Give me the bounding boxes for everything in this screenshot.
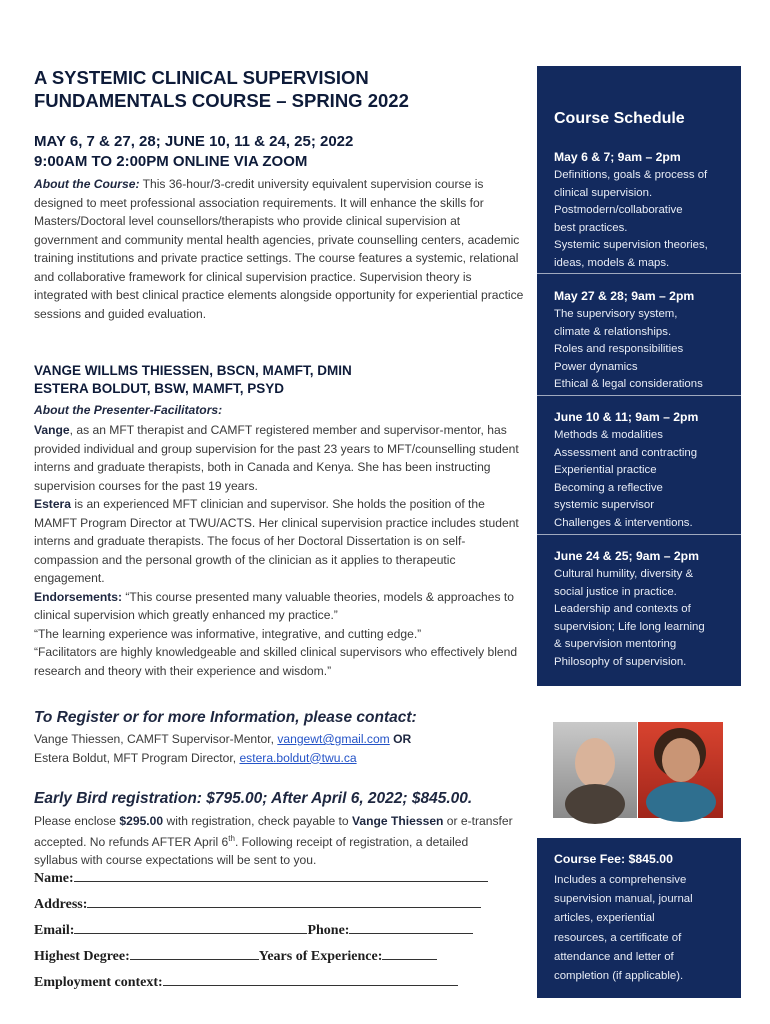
list-item: ideas, models & maps.	[554, 256, 670, 269]
fee-line: Includes a comprehensive	[554, 874, 687, 886]
list-item: Becoming a reflective	[554, 481, 663, 494]
presenter-1: VANGE WILLMS THIESSEN, BSCN, MAMFT, DMIN	[34, 363, 352, 378]
list-item: The supervisory system,	[554, 308, 678, 320]
degree-blank[interactable]	[130, 946, 259, 960]
schedule-divider	[537, 395, 741, 396]
list-item: climate & relationships.	[554, 325, 672, 338]
endorsement-3: “Facilitators are highly knowledgeable and skilled clinical supervisors who effectively blend research and theory with their experience and wisdom.”	[34, 645, 518, 678]
vange-bio: , as an MFT therapist and CAMFT registered member and supervisor-mentor, has provided individual and group supervision for the past 23 years to MFT/counselling student interns and graduate therapists, both in Canada and Kenya. She has been instructing supervision courses for the past 19 years.	[34, 423, 519, 493]
name-label: Name:	[34, 871, 74, 886]
address-blank[interactable]	[87, 894, 481, 908]
block-3-date: June 10 & 11; 9am – 2pm	[554, 410, 699, 424]
degree-experience-field[interactable]	[34, 946, 437, 965]
schedule-heading: Course Schedule	[554, 110, 685, 127]
fee-line: attendance and letter of	[554, 950, 674, 963]
schedule-divider	[537, 273, 741, 274]
list-item: best practices.	[554, 221, 628, 234]
register-heading: To Register or for more Information, please contact:	[34, 709, 417, 726]
list-item: Assessment and contracting	[554, 446, 698, 459]
list-item: systemic supervisor	[554, 499, 655, 511]
about-course-text: This 36-hour/3-credit university equivalent supervision course is designed to meet professional association requirements. It will enhance the skills for Masters/Doctoral level counsellors/therapists who provide clinical supervision at government and community mental health agencies, private counselling centers, academic training institutions and private practice settings. The course features a systemic, relational and collaborative framework for clinical supervision practice. Supervision theory is integrated with best clinical practice elements alongside opportunity for experiential practice sessions and guided evaluation.	[34, 177, 524, 321]
degree-label: Highest Degree:	[34, 949, 130, 964]
page-title	[34, 66, 524, 112]
list-item: supervision; Life long learning	[554, 620, 705, 633]
endorsement-2: “The learning experience was informative, integrative, and cutting edge.”	[34, 626, 422, 641]
employment-field[interactable]	[34, 972, 458, 991]
about-course-label: About the Course:	[34, 177, 140, 191]
email-phone-field[interactable]	[34, 920, 473, 939]
payment-instructions	[34, 812, 514, 869]
schedule-block-1	[554, 148, 734, 272]
presenter-names	[34, 362, 524, 398]
schedule-block-2	[554, 287, 734, 394]
contact-vange: Vange Thiessen, CAMFT Supervisor-Mentor,	[34, 732, 278, 746]
presenters-paragraph	[34, 421, 524, 680]
list-item: Systemic supervision theories,	[554, 239, 708, 251]
title-line-1: A SYSTEMIC CLINICAL SUPERVISION	[34, 67, 369, 88]
address-label: Address:	[34, 897, 88, 912]
email-blank[interactable]	[74, 920, 307, 934]
endorsements-label: Endorsements:	[34, 589, 123, 604]
dates-line-1: MAY 6, 7 & 27, 28; JUNE 10, 11 & 24, 25; 2022	[34, 133, 354, 150]
course-fee-details	[554, 871, 734, 986]
phone-blank[interactable]	[349, 920, 473, 934]
presenter-photo-estera	[638, 722, 723, 818]
estera-name: Estera	[34, 497, 71, 511]
list-item: social justice in practice.	[554, 585, 677, 598]
course-fee-panel	[537, 838, 741, 998]
list-item: Challenges & interventions.	[554, 516, 693, 529]
list-item: Definitions, goals & process of	[554, 169, 708, 181]
payment-text-2: with registration, check payable to	[163, 814, 353, 828]
payee-name: Vange Thiessen	[352, 814, 444, 828]
payment-text-4: . Following receipt of registration, a detailed syllabus with course expectations will be sent to you.	[34, 835, 469, 868]
name-field[interactable]	[34, 868, 488, 887]
list-item: Experiential practice	[554, 464, 657, 476]
name-blank[interactable]	[74, 868, 488, 882]
vange-email-link[interactable]: vangewt@gmail.com	[277, 732, 390, 746]
schedule-block-4	[554, 547, 734, 671]
fee-line: articles, experiential	[554, 912, 655, 925]
list-item: clinical supervision.	[554, 186, 653, 199]
course-fee-heading: Course Fee: $845.00	[554, 852, 673, 866]
course-schedule-panel	[537, 66, 741, 686]
block-4-date: June 24 & 25; 9am – 2pm	[554, 549, 699, 563]
fee-line: resources, a certificate of	[554, 931, 682, 944]
title-line-2: FUNDAMENTALS COURSE – SPRING 2022	[34, 90, 409, 111]
fee-line: completion (if applicable).	[554, 970, 684, 983]
contact-estera: Estera Boldut, MFT Program Director,	[34, 750, 240, 765]
employment-label: Employment context:	[34, 975, 163, 990]
address-field[interactable]	[34, 894, 481, 913]
list-item: Methods & modalities	[554, 429, 663, 441]
email-label: Email:	[34, 923, 75, 938]
about-presenters-heading: About the Presenter-Facilitators:	[34, 403, 223, 417]
list-item: & supervision mentoring	[554, 638, 677, 650]
phone-label: Phone:	[307, 923, 350, 938]
list-item: Postmodern/collaborative	[554, 204, 683, 216]
deposit-amount: $295.00	[119, 814, 164, 828]
schedule-block-3	[554, 408, 734, 532]
list-item: Cultural humility, diversity &	[554, 568, 694, 580]
list-item: Roles and responsibilities	[554, 343, 684, 355]
estera-email-link[interactable]: estera.boldut@twu.ca	[239, 750, 357, 765]
presenter-2: ESTERA BOLDUT, BSW, MAMFT, PSYD	[34, 381, 285, 396]
payment-text-1: Please enclose	[34, 814, 120, 828]
experience-blank[interactable]	[382, 946, 437, 960]
about-course-paragraph	[34, 175, 524, 323]
vange-name: Vange	[34, 423, 70, 437]
list-item: Ethical & legal considerations	[554, 378, 703, 390]
block-2-date: May 27 & 28; 9am – 2pm	[554, 289, 695, 303]
early-bird-heading: Early Bird registration: $795.00; After April 6, 2022; $845.00.	[34, 790, 473, 807]
payment-text-3: or e-transfer accepted. No refunds AFTER April 6	[34, 814, 513, 850]
endorsement-1: “This course presented many valuable theories, models & approaches to clinical supervision which greatly enhanced my practice.”	[34, 589, 514, 622]
contact-info	[34, 730, 411, 767]
fee-line: supervision manual, journal	[554, 893, 693, 906]
block-1-date: May 6 & 7; 9am – 2pm	[554, 150, 681, 164]
schedule-divider	[537, 534, 741, 535]
date-suffix: th	[228, 834, 235, 843]
experience-label: Years of Experience:	[258, 949, 383, 964]
course-dates	[34, 132, 524, 172]
dates-line-2: 9:00AM TO 2:00PM ONLINE VIA ZOOM	[34, 153, 308, 170]
estera-bio: is an experienced MFT clinician and supervisor. She holds the position of the MAMFT Program Director at TWU/ACTS. Her clinical supervision practice includes student interns and graduate therapists. The focus of her Doctoral Dissertation is on self-compassion and the personal growth of the clinician as it applies to therapeutic engagement.	[34, 497, 519, 585]
list-item: Philosophy of supervision.	[554, 655, 687, 668]
employment-blank[interactable]	[163, 972, 458, 986]
list-item: Leadership and contexts of	[554, 603, 691, 615]
presenter-photo-vange	[553, 722, 637, 818]
or-text: OR	[389, 732, 412, 746]
list-item: Power dynamics	[554, 360, 638, 373]
